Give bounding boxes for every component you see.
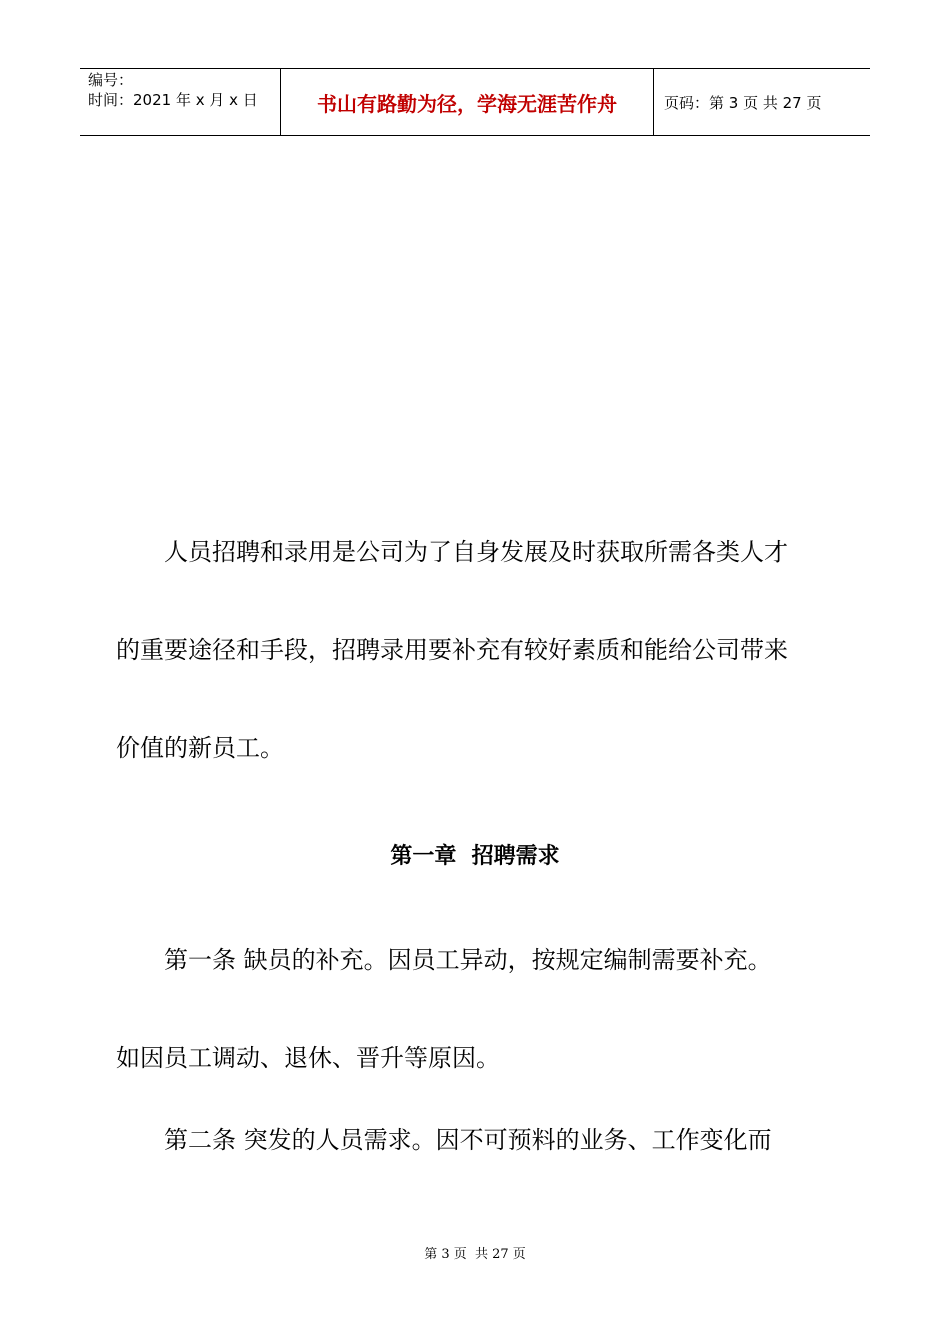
header-meta-cell (80, 69, 281, 135)
intro-paragraph-line: 价值的新员工。 (116, 734, 284, 762)
intro-paragraph-line: 的重要途径和手段，招聘录用要补充有较好素质和能给公司带来 (116, 636, 788, 664)
chapter-title: 第一章 招聘需求 (390, 844, 560, 869)
article-line: 第一条 缺员的补充。因员工异动，按规定编制需要补充。 (164, 946, 772, 974)
header-motto-cell (281, 69, 654, 135)
page-header (80, 68, 870, 136)
article-line: 如因员工调动、退休、晋升等原因。 (116, 1044, 500, 1072)
intro-paragraph-line: 人员招聘和录用是公司为了自身发展及时获取所需各类人才 (164, 538, 788, 566)
page-footer: 第 3 页 共 27 页 (424, 1247, 526, 1262)
article-line: 第二条 突发的人员需求。因不可预料的业务、工作变化而 (164, 1126, 772, 1154)
header-page-cell (654, 69, 870, 135)
document-number-label: 编号： (88, 71, 134, 89)
header-motto: 书山有路勤为径，学海无涯苦作舟 (317, 92, 617, 116)
document-date-label: 时间：2021 年 x 月 x 日 (88, 91, 258, 109)
header-page-info: 页码：第 3 页 共 27 页 (664, 94, 822, 112)
